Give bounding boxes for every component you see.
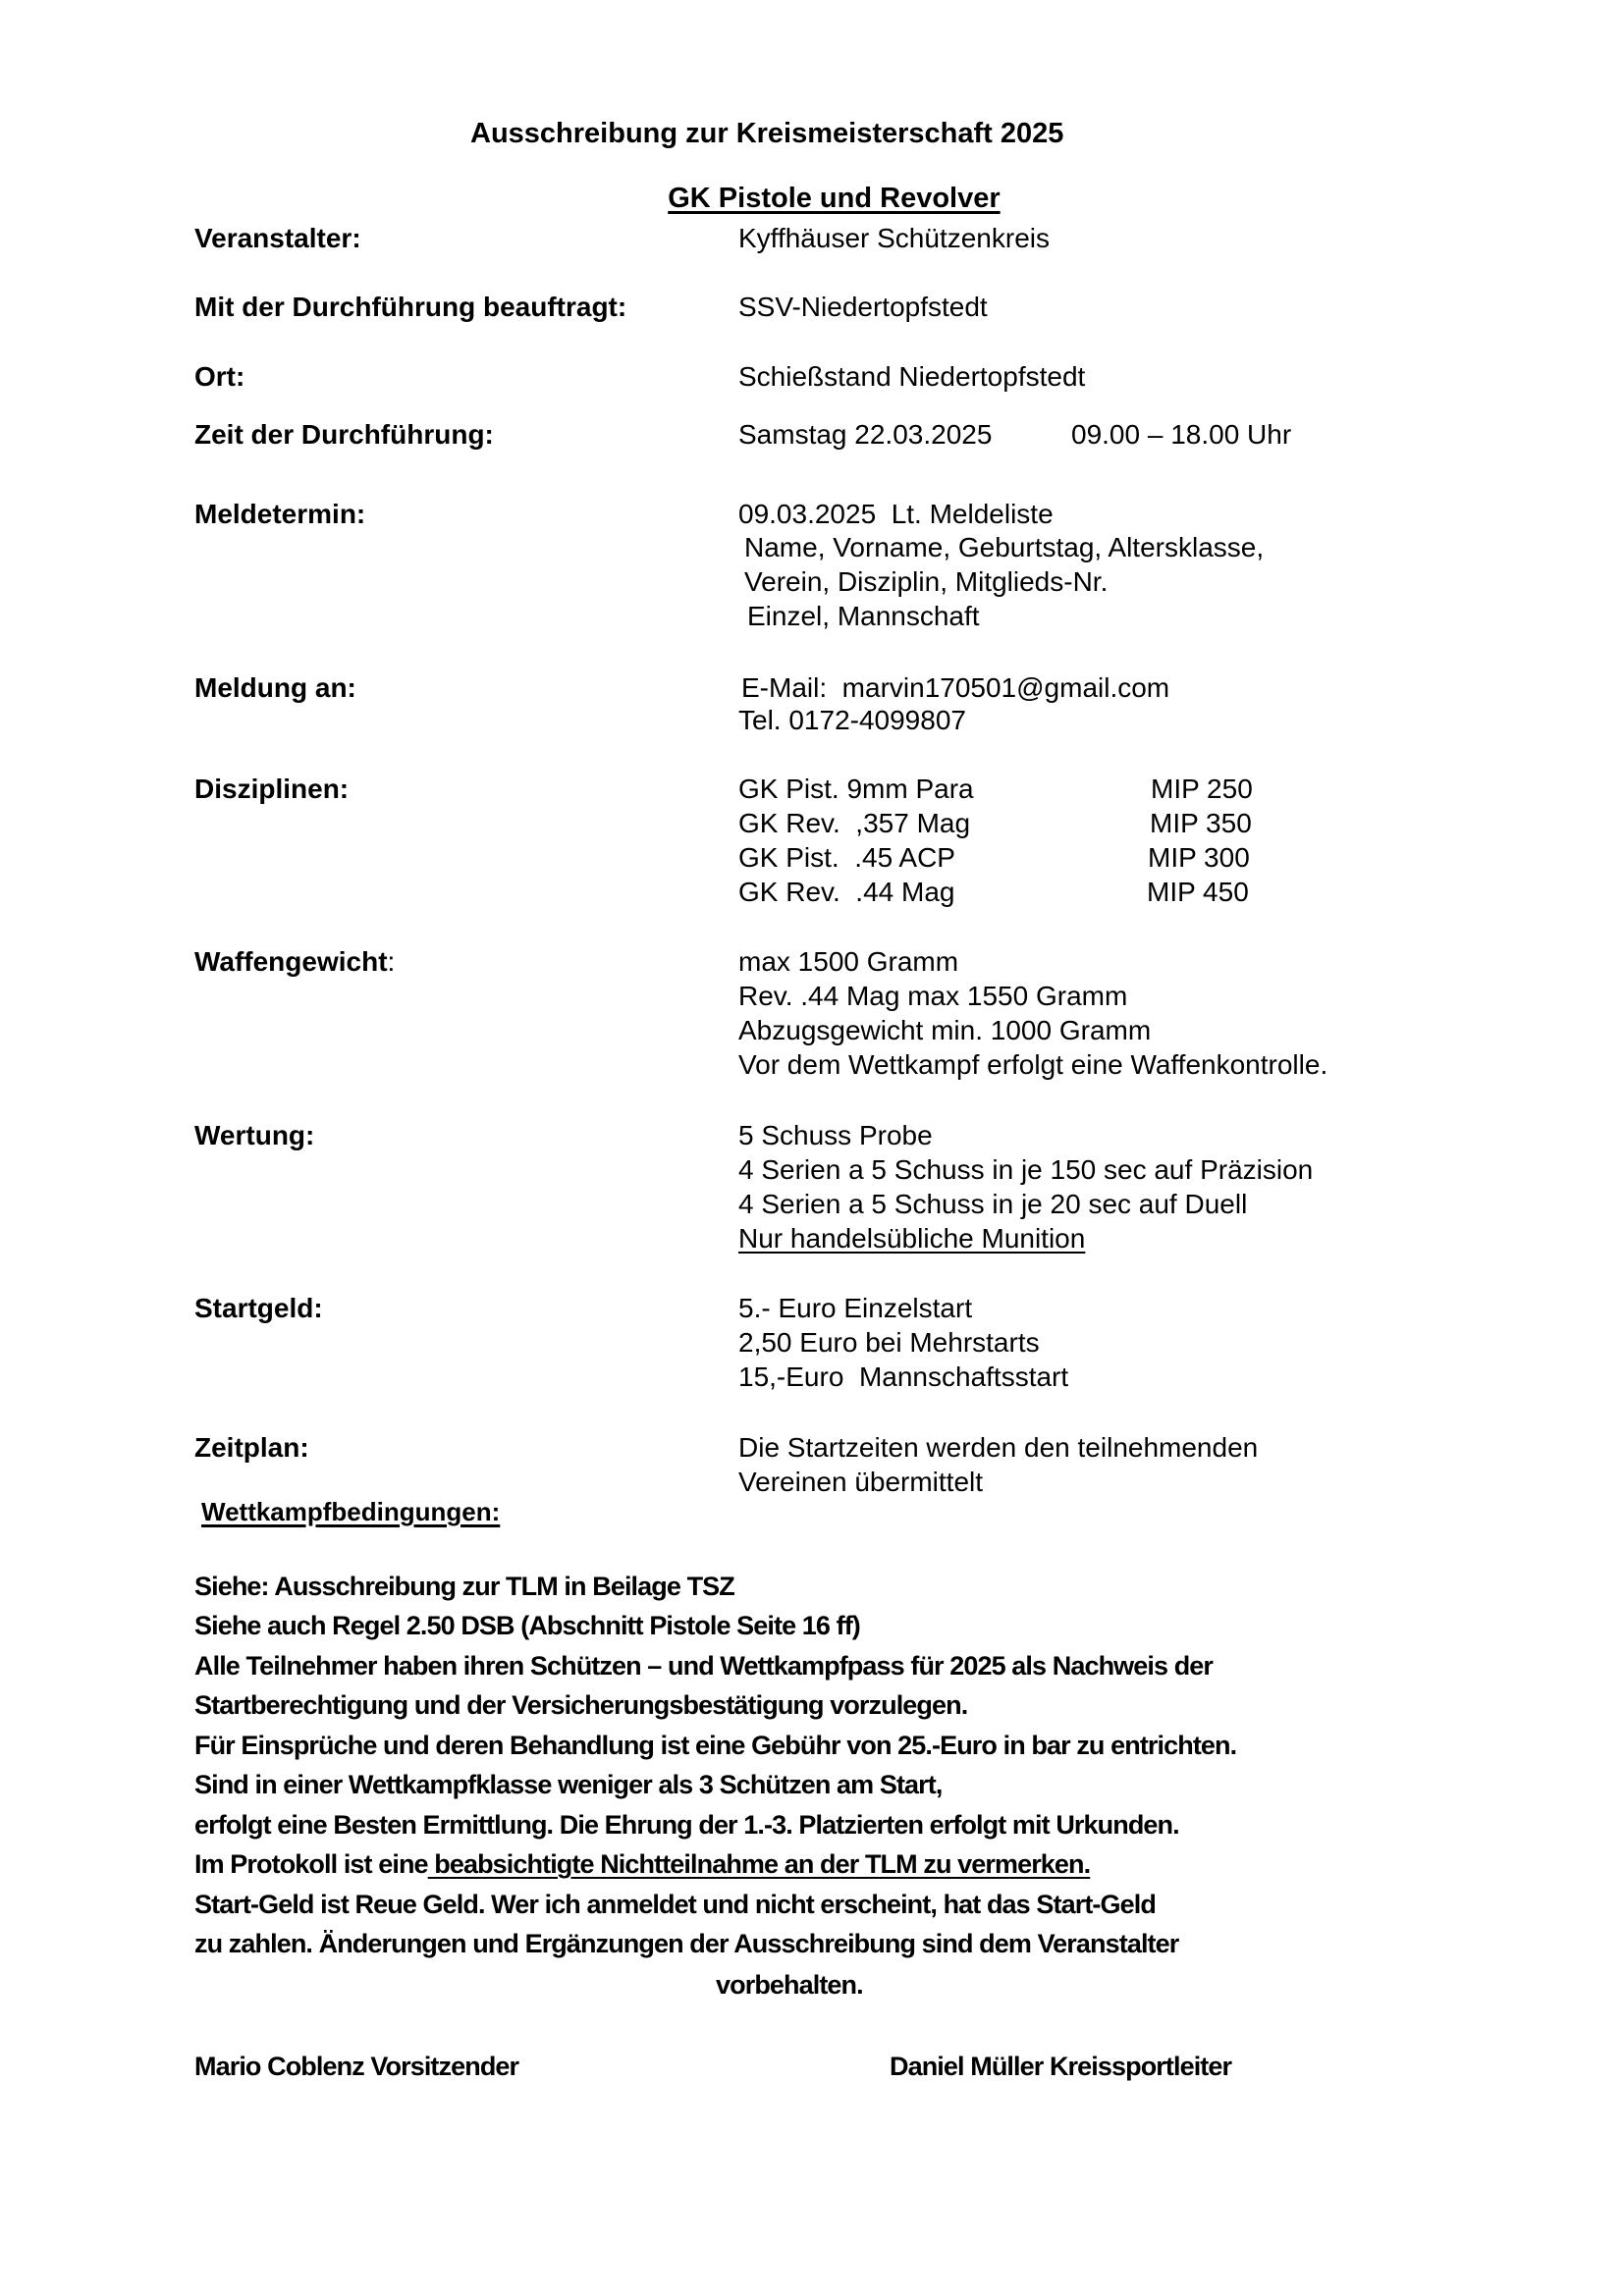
meldetermin-line: Verein, Disziplin, Mitglieds-Nr. bbox=[744, 566, 1109, 597]
disziplin-name: GK Rev. .44 Mag bbox=[738, 877, 955, 907]
field-label-zeit: Zeit der Durchführung: bbox=[194, 419, 494, 450]
field-value-veranstalter: Kyffhäuser Schützenkreis bbox=[738, 223, 1050, 253]
protocol-prefix: Im Protokoll ist eine bbox=[194, 1849, 428, 1879]
meldetermin-line: 09.03.2025 Lt. Meldeliste bbox=[738, 499, 1054, 529]
field-value-zeit-date: Samstag 22.03.2025 bbox=[738, 419, 993, 450]
disziplin-name: GK Rev. ,357 Mag bbox=[738, 808, 971, 838]
meldetermin-line: Name, Vorname, Geburtstag, Altersklasse, bbox=[744, 532, 1265, 562]
wertung-line: 5 Schuss Probe bbox=[738, 1120, 933, 1150]
wertung-munition-note bbox=[738, 1221, 1085, 1255]
conditions-heading bbox=[201, 1495, 500, 1529]
zeitplan-line: Vereinen übermittelt bbox=[738, 1467, 984, 1497]
meldung-email[interactable]: E-Mail: marvin170501@gmail.com bbox=[741, 672, 1170, 703]
disziplin-code: MIP 450 bbox=[1147, 877, 1249, 907]
conditions-closing-centered: vorbehalten. bbox=[716, 1970, 863, 2000]
document-subtitle-text: GK Pistole und Revolver bbox=[668, 183, 1001, 214]
meldung-phone: Tel. 0172-4099807 bbox=[738, 705, 966, 735]
startgeld-line: 2,50 Euro bei Mehrstarts bbox=[738, 1327, 1040, 1358]
conditions-line: Sind in einer Wettkampfklasse weniger als 3 Schützen am Start, bbox=[194, 1770, 943, 1799]
field-label-wertung: Wertung: bbox=[194, 1120, 315, 1150]
zeitplan-line: Die Startzeiten werden den teilnehmenden bbox=[738, 1432, 1259, 1463]
signature-right: Daniel Müller Kreissportleiter bbox=[890, 2052, 1232, 2081]
field-label-meldung: Meldung an: bbox=[194, 672, 356, 703]
field-label-waffengewicht bbox=[194, 944, 395, 979]
waffengewicht-line: Rev. .44 Mag max 1550 Gramm bbox=[738, 981, 1128, 1011]
disziplin-code: MIP 250 bbox=[1151, 774, 1253, 804]
waffengewicht-line: max 1500 Gramm bbox=[738, 946, 959, 977]
field-value-durchfuehrung: SSV-Niedertopfstedt bbox=[738, 292, 988, 322]
wertung-line: 4 Serien a 5 Schuss in je 20 sec auf Duell bbox=[738, 1189, 1248, 1219]
startgeld-line: 5.- Euro Einzelstart bbox=[738, 1293, 973, 1323]
field-label-startgeld: Startgeld: bbox=[194, 1293, 323, 1323]
conditions-line: Siehe: Ausschreibung zur TLM in Beilage TSZ bbox=[194, 1572, 734, 1601]
startgeld-line: 15,-Euro Mannschaftsstart bbox=[738, 1362, 1069, 1392]
conditions-line: Alle Teilnehmer haben ihren Schützen – und Wettkampfpass für 2025 als Nachweis der bbox=[194, 1651, 1214, 1681]
waffengewicht-line: Vor dem Wettkampf erfolgt eine Waffenkontrolle. bbox=[738, 1049, 1328, 1080]
conditions-line: Für Einsprüche und deren Behandlung ist eine Gebühr von 25.-Euro in bar zu entrichten. bbox=[194, 1731, 1237, 1760]
disziplin-code: MIP 300 bbox=[1148, 842, 1250, 873]
wertung-line: 4 Serien a 5 Schuss in je 150 sec auf Präzision bbox=[738, 1154, 1314, 1185]
field-label-ort: Ort: bbox=[194, 361, 245, 392]
field-label-zeitplan: Zeitplan: bbox=[194, 1432, 309, 1463]
conditions-line: Startberechtigung und der Versicherungsbestätigung vorzulegen. bbox=[194, 1690, 968, 1720]
disziplin-name: GK Pist. 9mm Para bbox=[738, 774, 974, 804]
conditions-protocol-line bbox=[194, 1844, 1090, 1885]
waffengewicht-line: Abzugsgewicht min. 1000 Gramm bbox=[738, 1015, 1152, 1045]
protocol-underlined: beabsichtigte Nichtteilnahme an der TLM zu vermerken. bbox=[427, 1849, 1091, 1879]
field-label-meldetermin: Meldetermin: bbox=[194, 499, 366, 529]
meldetermin-line: Einzel, Mannschaft bbox=[747, 601, 980, 631]
field-label-veranstalter: Veranstalter: bbox=[194, 223, 361, 253]
field-value-ort: Schießstand Niedertopfstedt bbox=[738, 361, 1086, 392]
disziplin-name: GK Pist. .45 ACP bbox=[738, 842, 955, 873]
conditions-heading-text: Wettkampfbedingungen: bbox=[201, 1497, 501, 1526]
conditions-line: erfolgt eine Besten Ermittlung. Die Ehrung der 1.-3. Platzierten erfolgt mit Urkunden. bbox=[194, 1810, 1179, 1840]
field-label-disziplinen: Disziplinen: bbox=[194, 774, 350, 804]
conditions-closing-line: Start-Geld ist Reue Geld. Wer ich anmeldet und nicht erscheint, hat das Start-Geld bbox=[194, 1890, 1156, 1919]
conditions-closing-line: zu zahlen. Änderungen und Ergänzungen der Ausschreibung sind dem Veranstalter bbox=[194, 1929, 1179, 1958]
field-label-durchfuehrung: Mit der Durchführung beauftragt: bbox=[194, 292, 627, 322]
disziplin-code: MIP 350 bbox=[1150, 808, 1252, 838]
wertung-munition-note-text: Nur handelsübliche Munition bbox=[738, 1223, 1086, 1254]
signature-left: Mario Coblenz Vorsitzender bbox=[194, 2052, 519, 2081]
field-label-waffengewicht-colon: : bbox=[387, 946, 396, 977]
conditions-line: Siehe auch Regel 2.50 DSB (Abschnitt Pistole Seite 16 ff) bbox=[194, 1611, 860, 1640]
document-title: Ausschreibung zur Kreismeisterschaft 2025 bbox=[470, 118, 1064, 149]
field-label-waffengewicht-text: Waffengewicht bbox=[194, 946, 388, 977]
field-value-zeit-time: 09.00 – 18.00 Uhr bbox=[1071, 419, 1292, 450]
